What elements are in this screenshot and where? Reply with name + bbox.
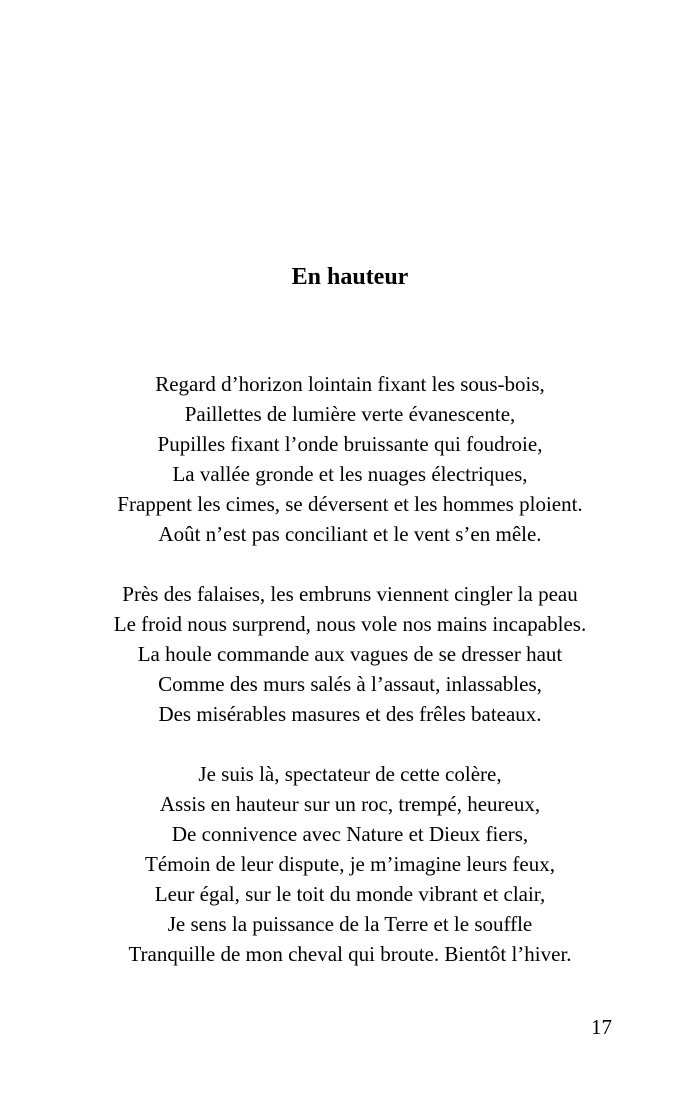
- poem-line: Août n’est pas conciliant et le vent s’en mêle.: [158, 522, 542, 546]
- poem-line: Frappent les cimes, se déversent et les hommes ploient.: [117, 492, 583, 516]
- stanza-3: [0, 759, 700, 969]
- poem-line: Leur égal, sur le toit du monde vibrant et clair,: [154, 882, 546, 906]
- poem-line: Je sens la puissance de la Terre et le souffle: [167, 912, 533, 936]
- poem-line: La houle commande aux vagues de se dresser haut: [137, 642, 563, 666]
- poem-line: Près des falaises, les embruns viennent cingler la peau: [122, 582, 578, 606]
- stanza-1: [0, 369, 700, 549]
- poem-line: Témoin de leur dispute, je m’imagine leurs feux,: [145, 852, 555, 876]
- poem-line: Le froid nous surprend, nous vole nos mains incapables.: [113, 612, 587, 636]
- stanza-2: [0, 579, 700, 729]
- poem-line: La vallée gronde et les nuages électriques,: [172, 462, 528, 486]
- poem-line: Pupilles fixant l’onde bruissante qui foudroie,: [157, 432, 543, 456]
- poem-line: Comme des murs salés à l’assaut, inlassables,: [158, 672, 542, 696]
- poem-line: Assis en hauteur sur un roc, trempé, heureux,: [159, 792, 541, 816]
- page-number: 17: [591, 1015, 612, 1039]
- poem-line: De connivence avec Nature et Dieux fiers,: [171, 822, 529, 846]
- poem-line: Je suis là, spectateur de cette colère,: [198, 762, 502, 786]
- poem-line: Paillettes de lumière verte évanescente,: [184, 402, 516, 426]
- poem-title: En hauteur: [291, 264, 409, 291]
- poem-body: [0, 369, 700, 969]
- poem-line: Regard d’horizon lointain fixant les sous-bois,: [155, 372, 545, 396]
- poem-line: Tranquille de mon cheval qui broute. Bientôt l’hiver.: [128, 942, 572, 966]
- poem-line: Des misérables masures et des frêles bateaux.: [158, 702, 542, 726]
